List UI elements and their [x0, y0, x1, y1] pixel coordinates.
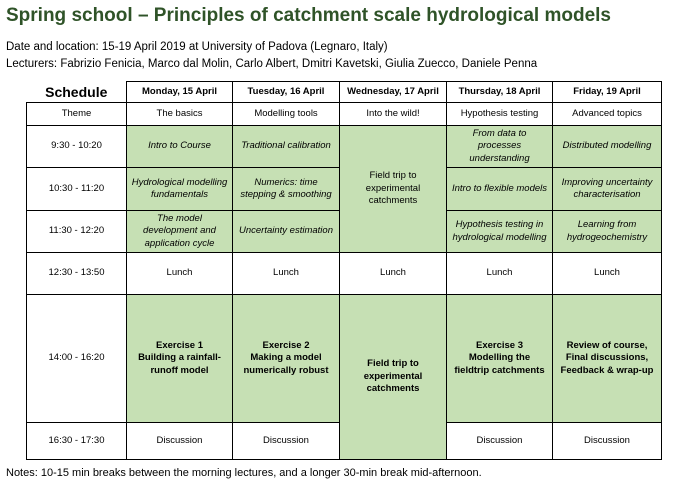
exercise-2-title: Exercise 2: [262, 339, 310, 351]
session-mon-1: Intro to Course: [127, 126, 233, 168]
time-slot-lunch: 12:30 - 13:50: [27, 253, 127, 295]
lunch-monday: Lunch: [127, 253, 233, 295]
schedule-table: [26, 81, 662, 460]
lunch-thursday: Lunch: [447, 253, 553, 295]
exercise-3-cell: [447, 295, 553, 423]
theme-row: [27, 103, 662, 126]
afternoon-row: [27, 295, 662, 423]
session-tue-1: Traditional calibration: [233, 126, 340, 168]
day-header-wednesday: Wednesday, 17 April: [340, 82, 447, 103]
session-mon-2: Hydrological modelling fundamentals: [127, 168, 233, 211]
time-slot-discussion: 16:30 - 17:30: [27, 423, 127, 460]
schedule-label: Schedule: [27, 82, 127, 103]
exercise-1-cell: [127, 295, 233, 423]
session-fri-2: Improving uncertainty characterisation: [553, 168, 662, 211]
theme-tuesday: Modelling tools: [233, 103, 340, 126]
time-slot-2: 10:30 - 11:20: [27, 168, 127, 211]
time-slot-3: 11:30 - 12:20: [27, 211, 127, 253]
theme-monday: The basics: [127, 103, 233, 126]
lunch-row: [27, 253, 662, 295]
lecturers: Lecturers: Fabrizio Fenicia, Marco dal Molin, Carlo Albert, Dmitri Kavetski, Giulia Zuecco, Daniele Penna: [6, 58, 538, 70]
review-cell: Review of course, Final discussions, Feedback & wrap-up: [553, 295, 662, 423]
theme-label: Theme: [27, 103, 127, 126]
day-header-friday: Friday, 19 April: [553, 82, 662, 103]
day-header-row: [27, 82, 662, 103]
session-fri-1: Distributed modelling: [553, 126, 662, 168]
time-slot-afternoon: 14:00 - 16:20: [27, 295, 127, 423]
theme-thursday: Hypothesis testing: [447, 103, 553, 126]
theme-wednesday: Into the wild!: [340, 103, 447, 126]
discussion-monday: Discussion: [127, 423, 233, 460]
discussion-thursday: Discussion: [447, 423, 553, 460]
discussion-friday: Discussion: [553, 423, 662, 460]
field-trip-afternoon: Field trip to experimental catchments: [340, 295, 447, 460]
session-thu-1: From data to processes understanding: [447, 126, 553, 168]
session-fri-3: Learning from hydrogeochemistry: [553, 211, 662, 253]
notes: Notes: 10-15 min breaks between the morning lectures, and a longer 30-min break mid-afternoon.: [6, 467, 482, 479]
exercise-2-text: Making a model numerically robust: [243, 352, 329, 376]
session-mon-3: The model development and application cycle: [127, 211, 233, 253]
day-header-thursday: Thursday, 18 April: [447, 82, 553, 103]
slot-row-1: [27, 126, 662, 168]
theme-friday: Advanced topics: [553, 103, 662, 126]
discussion-tuesday: Discussion: [233, 423, 340, 460]
exercise-3-text: Modelling the fieldtrip catchments: [454, 352, 545, 376]
exercise-1-text: Building a rainfall-runoff model: [138, 352, 221, 376]
time-slot-1: 9:30 - 10:20: [27, 126, 127, 168]
lunch-friday: Lunch: [553, 253, 662, 295]
session-tue-3: Uncertainty estimation: [233, 211, 340, 253]
day-header-monday: Monday, 15 April: [127, 82, 233, 103]
session-thu-2: Intro to flexible models: [447, 168, 553, 211]
lunch-tuesday: Lunch: [233, 253, 340, 295]
exercise-3-title: Exercise 3: [475, 339, 523, 351]
session-tue-2: Numerics: time stepping & smoothing: [233, 168, 340, 211]
exercise-1-title: Exercise 1: [155, 339, 203, 351]
exercise-2-cell: [233, 295, 340, 423]
lunch-wednesday: Lunch: [340, 253, 447, 295]
date-location: Date and location: 15-19 April 2019 at University of Padova (Legnaro, Italy): [6, 41, 388, 53]
field-trip-morning: Field trip to experimental catchments: [340, 126, 447, 253]
day-header-tuesday: Tuesday, 16 April: [233, 82, 340, 103]
page-title: Spring school – Principles of catchment scale hydrological models: [6, 5, 611, 26]
session-thu-3: Hypothesis testing in hydrological modelling: [447, 211, 553, 253]
